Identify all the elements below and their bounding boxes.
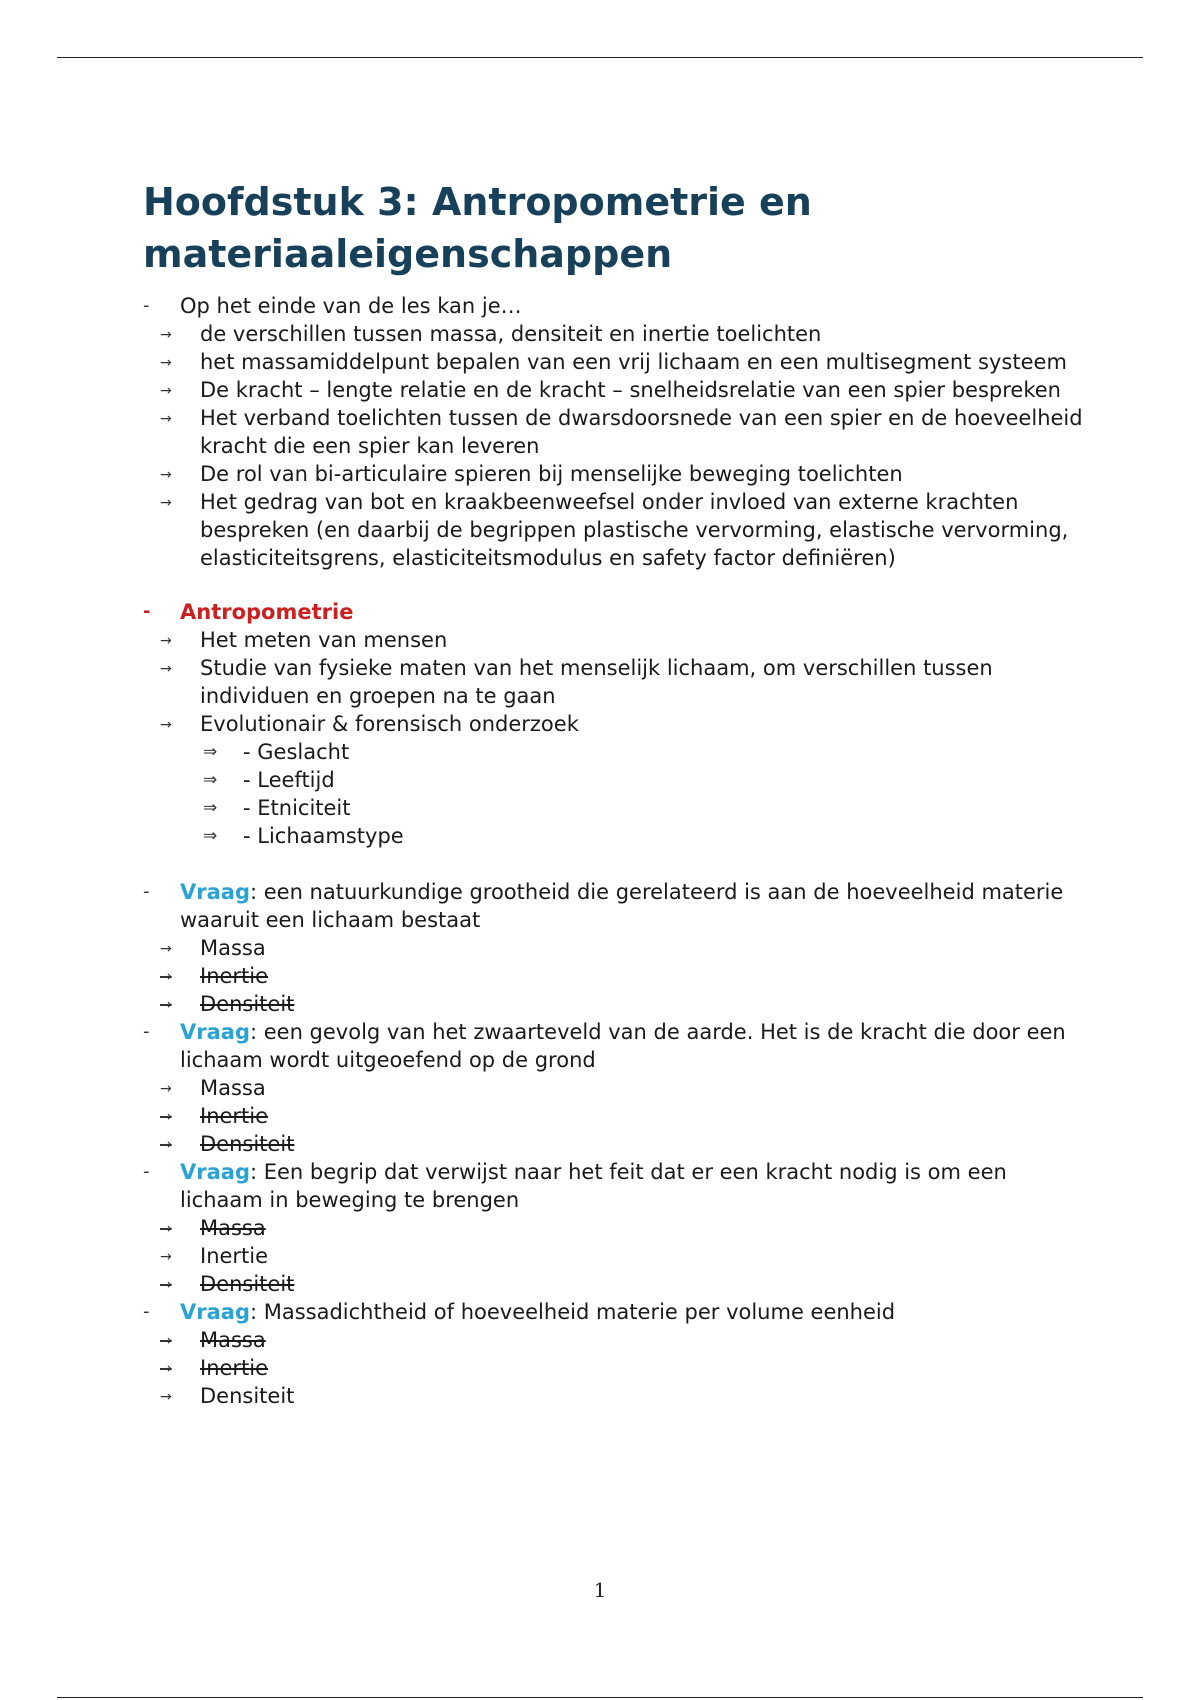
double-arrow-bullet: ⇒ xyxy=(203,742,218,762)
arrow-bullet: → xyxy=(160,1277,172,1293)
objective-item xyxy=(143,404,1083,460)
answer-option-text: Densiteit xyxy=(200,1384,295,1408)
objective-item xyxy=(143,488,1083,572)
spacer xyxy=(143,572,1083,598)
answer-option xyxy=(143,1242,1083,1270)
arrow-bullet: → xyxy=(160,661,172,677)
objective-text: Het gedrag van bot en kraakbeenweefsel onder invloed van externe krachten bespreken (en daarbij de begrippen plastische vervorming, elastische vervorming, elasticiteitsgrens, elasticiteitsmodulus en safety factor definiëren) xyxy=(200,490,1069,570)
document-body xyxy=(143,176,1083,1410)
answer-option-struck xyxy=(143,1354,1083,1382)
arrow-bullet: → xyxy=(160,467,172,483)
arrow-bullet: → xyxy=(160,969,172,985)
question-label: Vraag xyxy=(180,1020,250,1044)
question-label: Vraag xyxy=(180,1300,250,1324)
arrow-bullet: → xyxy=(160,717,172,733)
antropometrie-text: Studie van fysieke maten van het menselijk lichaam, om verschillen tussen individuen en groepen na te gaan xyxy=(200,656,993,708)
question-label: Vraag xyxy=(180,1160,250,1184)
answer-option-text: Densiteit xyxy=(200,1132,295,1156)
antropometrie-item xyxy=(143,710,1083,738)
question-text: : Een begrip dat verwijst naar het feit dat er een kracht nodig is om een lichaam in beweging te brengen xyxy=(180,1160,1007,1212)
answer-option xyxy=(143,1382,1083,1410)
arrow-bullet: → xyxy=(160,1221,172,1237)
objective-item xyxy=(143,460,1083,488)
objective-item xyxy=(143,320,1083,348)
answer-option-struck xyxy=(143,990,1083,1018)
antropometrie-text: Evolutionair & forensisch onderzoek xyxy=(200,712,579,736)
answer-option xyxy=(143,934,1083,962)
arrow-bullet: → xyxy=(160,355,172,371)
arrow-bullet: → xyxy=(160,1361,172,1377)
double-arrow-bullet: ⇒ xyxy=(203,798,218,818)
chapter-title: Hoofdstuk 3: Antropometrie en materiaaleigenschappen xyxy=(143,180,812,276)
dash-bullet: - xyxy=(143,1021,150,1042)
answer-option-text: Massa xyxy=(200,1216,266,1240)
question-text: : een natuurkundige grootheid die gerelateerd is aan de hoeveelheid materie waaruit een lichaam bestaat xyxy=(180,880,1064,932)
antropometrie-heading: Antropometrie xyxy=(180,600,354,624)
answer-option-text: Densiteit xyxy=(200,992,295,1016)
objective-item xyxy=(143,348,1083,376)
dash-bullet: - xyxy=(143,881,150,902)
arrow-bullet: → xyxy=(160,1109,172,1125)
antropometrie-subitem-text: - Etniciteit xyxy=(243,796,351,820)
answer-option-text: Densiteit xyxy=(200,1272,295,1296)
question-text: : een gevolg van het zwaarteveld van de aarde. Het is de kracht die door een lichaam wordt uitgeoefend op de grond xyxy=(180,1020,1066,1072)
arrow-bullet: → xyxy=(160,327,172,343)
answer-option-text: Inertie xyxy=(200,964,269,988)
arrow-bullet: → xyxy=(160,633,172,649)
question-text: : Massadichtheid of hoeveelheid materie per volume eenheid xyxy=(249,1300,896,1324)
answer-option-text: Massa xyxy=(200,936,266,960)
question-item xyxy=(143,1298,1083,1326)
objective-text: Het verband toelichten tussen de dwarsdoorsnede van een spier en de hoeveelheid kracht die een spier kan leveren xyxy=(200,406,1083,458)
objective-text: De rol van bi-articulaire spieren bij menselijke beweging toelichten xyxy=(200,462,903,486)
antropometrie-item xyxy=(143,654,1083,710)
arrow-bullet: → xyxy=(160,383,172,399)
objectives-intro-item xyxy=(143,292,1083,320)
answer-option-struck xyxy=(143,1214,1083,1242)
page-number: 1 xyxy=(593,1578,607,1602)
arrow-bullet: → xyxy=(160,495,172,511)
arrow-bullet: → xyxy=(160,411,172,427)
dash-bullet: - xyxy=(143,295,150,316)
answer-option-text: Inertie xyxy=(200,1104,269,1128)
antropometrie-subitem-text: - Lichaamstype xyxy=(243,824,404,848)
question-item xyxy=(143,878,1083,934)
arrow-bullet: → xyxy=(160,941,172,957)
answer-option-struck xyxy=(143,1130,1083,1158)
spacer xyxy=(143,850,1083,878)
arrow-bullet: → xyxy=(160,1137,172,1153)
question-item xyxy=(143,1018,1083,1074)
antropometrie-subitem-text: - Leeftijd xyxy=(243,768,335,792)
arrow-bullet: → xyxy=(160,1389,172,1405)
antropometrie-item xyxy=(143,626,1083,654)
antropometrie-subitem-text: - Geslacht xyxy=(243,740,350,764)
footer-rule xyxy=(57,1697,1143,1698)
dash-bullet: - xyxy=(143,601,151,622)
objective-text: de verschillen tussen massa, densiteit en inertie toelichten xyxy=(200,322,822,346)
double-arrow-bullet: ⇒ xyxy=(203,826,218,846)
answer-option-text: Inertie xyxy=(200,1244,269,1268)
antropometrie-text: Het meten van mensen xyxy=(200,628,448,652)
answer-option-struck xyxy=(143,1102,1083,1130)
question-label: Vraag xyxy=(180,880,250,904)
antropometrie-subitem xyxy=(143,738,1083,766)
antropometrie-subitem xyxy=(143,794,1083,822)
answer-option-text: Massa xyxy=(200,1076,266,1100)
header-rule xyxy=(57,57,1143,58)
answer-option-struck xyxy=(143,962,1083,990)
dash-bullet: - xyxy=(143,1161,150,1182)
arrow-bullet: → xyxy=(160,1081,172,1097)
antropometrie-subitem xyxy=(143,766,1083,794)
arrow-bullet: → xyxy=(160,1333,172,1349)
objective-text: het massamiddelpunt bepalen van een vrij lichaam en een multisegment systeem xyxy=(200,350,1067,374)
antropometrie-heading-item xyxy=(143,598,1083,626)
arrow-bullet: → xyxy=(160,997,172,1013)
arrow-bullet: → xyxy=(160,1249,172,1265)
dash-bullet: - xyxy=(143,1301,150,1322)
answer-option-struck xyxy=(143,1270,1083,1298)
answer-option xyxy=(143,1074,1083,1102)
question-item xyxy=(143,1158,1083,1214)
answer-option-text: Massa xyxy=(200,1328,266,1352)
objective-item xyxy=(143,376,1083,404)
objectives-intro: Op het einde van de les kan je… xyxy=(180,294,522,318)
answer-option-text: Inertie xyxy=(200,1356,269,1380)
objective-text: De kracht – lengte relatie en de kracht – snelheidsrelatie van een spier bespreken xyxy=(200,378,1061,402)
double-arrow-bullet: ⇒ xyxy=(203,770,218,790)
answer-option-struck xyxy=(143,1326,1083,1354)
antropometrie-subitem xyxy=(143,822,1083,850)
